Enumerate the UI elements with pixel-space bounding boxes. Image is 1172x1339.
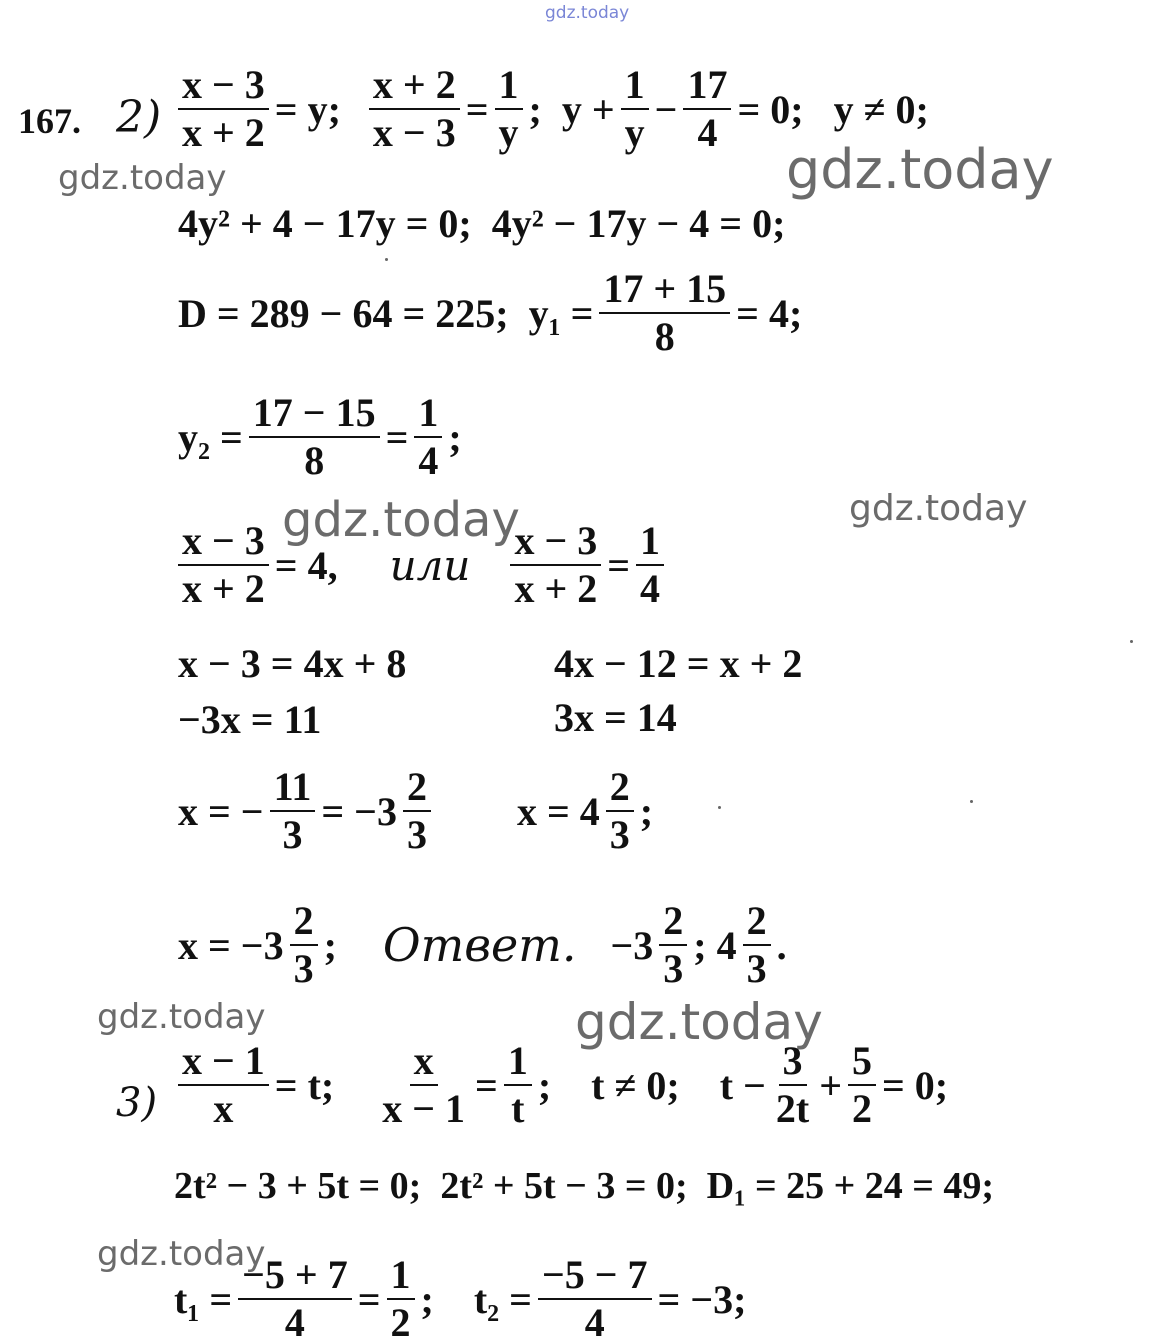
numerator: 17 − 15 — [249, 392, 380, 438]
denominator: 3 — [609, 812, 630, 857]
fraction — [659, 900, 687, 990]
numerator: 1 — [636, 520, 664, 566]
fraction — [538, 1254, 652, 1339]
equation-line: y₂ = $\frac{17 - 15}{8}$ = $\frac{1}{4}$ ; — [178, 390, 462, 483]
fraction — [599, 268, 730, 358]
denominator: x — [213, 1086, 234, 1131]
equation-line: 4x − 12 = x + 2 — [554, 641, 803, 686]
watermark: gdz.today — [97, 1234, 266, 1274]
fraction — [249, 392, 380, 482]
fraction — [414, 392, 442, 482]
denominator: 2 — [390, 1300, 411, 1339]
fraction — [636, 520, 664, 610]
scan-speck — [1130, 640, 1133, 643]
numerator: −5 − 7 — [538, 1254, 652, 1300]
denominator: 4 — [284, 1300, 305, 1339]
fraction — [848, 1040, 876, 1130]
watermark: gdz.today — [786, 138, 1054, 201]
numerator: x + 2 — [369, 64, 460, 110]
fraction — [510, 520, 601, 610]
denominator: y — [624, 110, 645, 155]
numerator: 1 — [504, 1040, 532, 1086]
numerator: x − 1 — [178, 1040, 269, 1086]
fraction — [238, 1254, 352, 1339]
denominator: 4 — [584, 1300, 605, 1339]
denominator: 2t — [775, 1086, 810, 1131]
denominator: 3 — [746, 946, 767, 991]
denominator: 2 — [852, 1086, 872, 1131]
denominator: x + 2 — [182, 566, 265, 611]
denominator: 3 — [406, 812, 427, 857]
numerator: 11 — [270, 766, 316, 812]
problem-number: 167. — [18, 101, 81, 141]
denominator: 4 — [640, 566, 661, 611]
handwritten-word: Ответ. — [382, 918, 577, 972]
numerator: x — [410, 1040, 438, 1086]
denominator: 4 — [418, 438, 439, 483]
fraction — [178, 1040, 269, 1130]
fraction — [178, 520, 269, 610]
denominator: 8 — [654, 314, 675, 359]
watermark: gdz.today — [58, 158, 227, 198]
handwritten-word: или — [389, 540, 471, 590]
fraction — [743, 900, 771, 990]
equation-line: x = − $\frac{11}{3}$ = −3 $\frac{2}{3}$ x = 4 $\frac{2}{3}$ ; — [178, 764, 654, 857]
equation-line: 4y² + 4 − 17y = 0; 4y² − 17y − 4 = 0; — [178, 201, 786, 246]
equation-line: 2t² − 3 + 5t = 0; 2t² + 5t − 3 = 0; D₁ = 25 + 24 = 49; — [174, 1165, 995, 1207]
fraction — [772, 1040, 813, 1130]
numerator: 5 — [848, 1040, 876, 1086]
equation-line: 3x = 14 — [554, 695, 677, 740]
numerator: 1 — [495, 64, 523, 110]
numerator: 2 — [290, 900, 318, 946]
fraction — [403, 766, 431, 856]
equation-line: $\frac{x - 1}{x}$ = t; $\frac{x}{x - 1}$ = $\frac{1}{t}$ ; t ≠ 0; t − $\frac{3}{2t}$ + $\frac{5}{2}$ = 0; — [172, 1040, 948, 1130]
equation-line: $\frac{x - 3}{x + 2}$ = 4, или $\frac{x - 3}{x + 2}$ = $\frac{1}{4}$ — [172, 520, 670, 610]
fraction — [178, 64, 269, 154]
fraction — [387, 1254, 415, 1339]
fraction — [378, 1040, 469, 1130]
numerator: 1 — [387, 1254, 415, 1300]
fraction — [606, 766, 634, 856]
numerator: 3 — [779, 1040, 807, 1086]
numerator: x − 3 — [178, 64, 269, 110]
denominator: x + 2 — [182, 110, 265, 155]
fraction — [683, 64, 731, 154]
numerator: 17 + 15 — [599, 268, 730, 314]
numerator: 2 — [743, 900, 771, 946]
fraction — [290, 900, 318, 990]
scan-speck — [718, 806, 721, 809]
numerator: −5 + 7 — [238, 1254, 352, 1300]
equation-line: x − 3 = 4x + 8 — [178, 641, 407, 686]
denominator: 3 — [293, 946, 314, 991]
fraction — [270, 766, 316, 856]
watermark: gdz.today — [97, 997, 266, 1037]
denominator: 3 — [663, 946, 684, 991]
part-label: 2) — [116, 92, 162, 143]
numerator: 2 — [659, 900, 687, 946]
equation-line: −3x = 11 — [178, 697, 322, 742]
denominator: 8 — [304, 438, 325, 483]
watermark-top: gdz.today — [545, 3, 630, 23]
denominator: x − 1 — [382, 1086, 466, 1131]
numerator: 2 — [403, 766, 431, 812]
fraction — [621, 64, 649, 154]
denominator: x − 3 — [372, 110, 456, 155]
scan-speck — [970, 800, 973, 803]
denominator: y — [498, 110, 519, 155]
numerator: x − 3 — [510, 520, 601, 566]
denominator: t — [511, 1086, 525, 1131]
equation-line: D = 289 − 64 = 225; y₁ = $\frac{17 + 15}{8}$ = 4; — [178, 266, 803, 359]
part-label: 3) — [116, 1080, 158, 1126]
denominator: 3 — [282, 812, 303, 857]
answer-line: x = −3 $\frac{2}{3}$ ; Ответ. −3 $\frac{2}{3}$ ; 4 $\frac{2}{3}$ . — [178, 898, 787, 991]
numerator: 1 — [621, 64, 649, 110]
watermark: gdz.today — [849, 488, 1028, 529]
numerator: 2 — [606, 766, 634, 812]
numerator: 1 — [414, 392, 442, 438]
fraction — [369, 64, 460, 154]
watermark: gdz.today — [575, 993, 823, 1051]
denominator: 4 — [697, 110, 718, 155]
numerator: x − 3 — [178, 520, 269, 566]
fraction — [504, 1040, 532, 1130]
equation-line: t₁ = $\frac{-5 + 7}{4}$ = $\frac{1}{2}$ ; t₂ = $\frac{-5 - 7}{4}$ = −3; — [174, 1254, 746, 1339]
fraction — [495, 64, 523, 154]
scan-speck — [385, 258, 388, 261]
watermark: gdz.today — [282, 492, 520, 548]
denominator: x + 2 — [514, 566, 598, 611]
equation-line: $\frac{x - 3}{x + 2}$ = y; $\frac{x + 2}{x - 3}$ = $\frac{1}{y}$ ; y + $\frac{1}{y}$ − $\frac{17}{4}$ = 0; y ≠ 0; — [172, 64, 929, 154]
numerator: 17 — [683, 64, 731, 110]
